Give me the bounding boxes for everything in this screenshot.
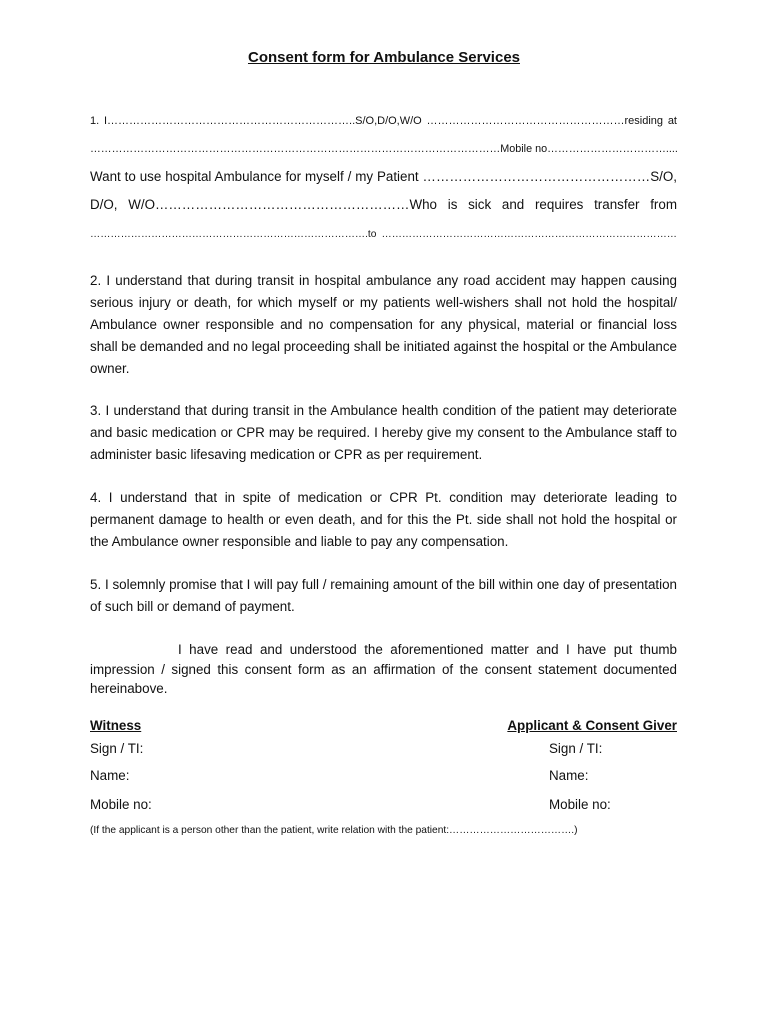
relation-footnote: (If the applicant is a person other than the patient, write relation with the patient:……………………………….) xyxy=(90,825,578,836)
clause-1-line-4: D/O, W/O…………………………………………………Who is sick and requires transfer from xyxy=(90,197,677,212)
witness-sign-label: Sign / TI: xyxy=(90,741,144,756)
clause-3: 3. I understand that during transit in the Ambulance health condition of the patient may deteriorate and basic medication or CPR may be required. I hereby give my consent to the Ambulance staff to administer basic lifesaving medication or CPR as per requirement. xyxy=(90,403,677,462)
clause-1-line-5: ……………………………………………………………………….to …………………………………………………………………………… xyxy=(90,229,677,240)
clause-1-line-3: Want to use hospital Ambulance for myself / my Patient ……………………………………………S/O, xyxy=(90,169,677,184)
applicant-name-label: Name: xyxy=(549,768,589,783)
applicant-mobile-label: Mobile no: xyxy=(549,797,611,812)
clause-2: 2. I understand that during transit in hospital ambulance any road accident may happen causing serious injury or death, for which myself or my patients well-wishers shall not hold the hospital/ Ambulance owner responsible and no compensation for any physical, material or financial loss shall be demanded and no legal proceeding shall be initiated against the hospital or the Ambulance owner. xyxy=(90,273,677,376)
affirmation-statement: I have read and understood the aforementioned matter and I have put thumb impression / signed this consent form as an affirmation of the consent statement documented hereinabove. xyxy=(90,642,677,696)
clause-1-line-1: 1. I…………………………………………………………..S/O,D/O,W/O ………………………………………………residing at xyxy=(90,115,677,127)
clause-4: 4. I understand that in spite of medication or CPR Pt. condition may deteriorate leading to permanent damage to health or even death, and for this the Pt. side shall not hold the hospital or the Ambulance owner responsible and liable to pay any compensation. xyxy=(90,490,677,549)
witness-heading: Witness xyxy=(90,718,142,733)
applicant-sign-label: Sign / TI: xyxy=(549,741,603,756)
witness-mobile-label: Mobile no: xyxy=(90,797,152,812)
witness-name-label: Name: xyxy=(90,768,130,783)
clause-5: 5. I solemnly promise that I will pay full / remaining amount of the bill within one day of presentation of such bill or demand of payment. xyxy=(90,577,677,614)
form-title: Consent form for Ambulance Services xyxy=(247,49,520,66)
clause-1-line-2: ……………………………………………………………………………………………………Mobile no…………………………….... xyxy=(90,143,678,155)
applicant-heading: Applicant & Consent Giver xyxy=(507,718,677,733)
